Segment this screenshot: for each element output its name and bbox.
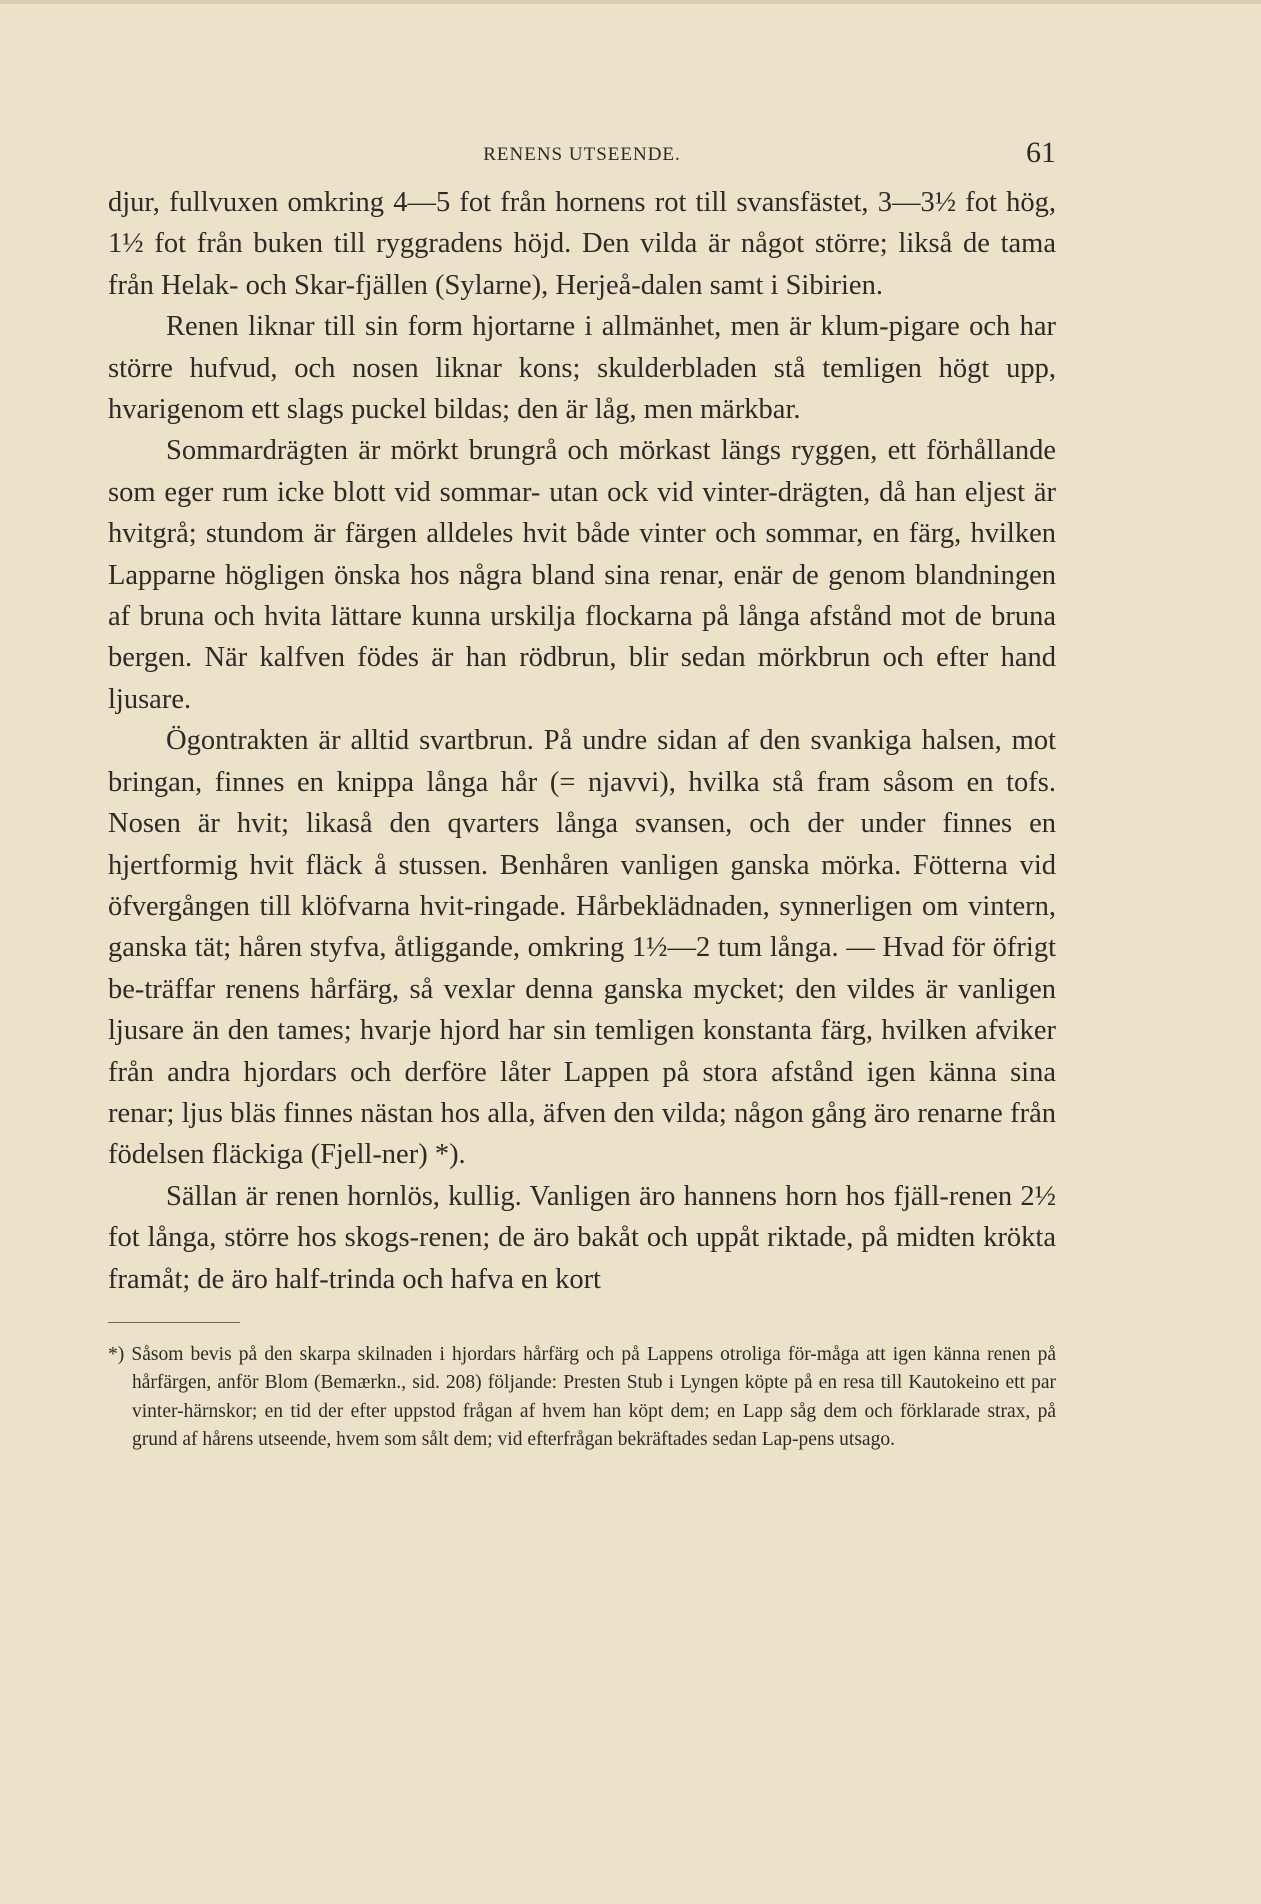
paragraph-2: Renen liknar till sin form hjortarne i allmänhet, men är klum-pigare och har större hufvud, och nosen liknar kons; skulderbladen stå temligen högt upp, hvarigenom ett slags puckel bildas; den är låg, men märkbar.: [108, 311, 1056, 426]
book-page: [108, 128, 1056, 1455]
running-head: [108, 128, 1056, 168]
running-title: RENENS UTSEENDE.: [483, 144, 681, 165]
paragraph-1: djur, fullvuxen omkring 4—5 fot från hornens rot till svansfästet, 3—3½ fot hög, 1½ fot från buken till ryggradens höjd. Den vilda är något större; likså de tama från Helak- och Skar-fjällen (Sylarne), Herjeå-dalen samt i Sibirien.: [108, 187, 1056, 301]
paragraph-5: Sällan är renen hornlös, kullig. Vanligen äro hannens horn hos fjäll-renen 2½ fot långa, större hos skogs-renen; de äro bakåt och uppåt riktade, på midten krökta framåt; de äro half-trinda och hafva en kort: [108, 1180, 1056, 1295]
page-top-edge: [0, 0, 1261, 4]
paragraph-3: Sommardrägten är mörkt brungrå och mörkast längs ryggen, ett förhållande som eger rum icke blott vid sommar- utan ock vid vinter-drägten, då han eljest är hvitgrå; stundom är färgen alldeles hvit både vinter och sommar, en färg, hvilken Lapparne högligen önska hos några bland sina renar, enär de genom blandningen af bruna och hvita lättare kunna urskilja flockarna på långa afstånd mot de bruna bergen. När kalfven födes är han rödbrun, blir sedan mörkbrun och efter hand ljusare.: [108, 435, 1056, 715]
footnote-divider: [108, 1322, 240, 1323]
paragraph-4: Ögontrakten är alltid svartbrun. På undre sidan af den svankiga halsen, mot bringan, finnes en knippa långa hår (= njavvi), hvilka stå fram såsom en tofs. Nosen är hvit; likaså den qvarters långa svansen, och der under finnes en hjertformig hvit fläck å stussen. Benhåren vanligen ganska mörka. Fötterna vid öfvergången till klöfvarna hvit-ringade. Hårbeklädnaden, synnerligen om vintern, ganska tät; håren styfva, åtliggande, omkring 1½—2 tum långa. — Hvad för öfrigt be-träffar renens hårfärg, så vexlar denna ganska mycket; den vildes är vanligen ljusare än den tames; hvarje hjord har sin temligen konstanta färg, hvilken afviker från andra hjordars och derföre låter Lappen på stora afstånd igen känna sina renar; ljus bläs finnes nästan hos alla, äfven den vilda; någon gång äro renarne från födelsen fläckiga (Fjell-ner) *).: [108, 725, 1056, 1171]
page-number: 61: [1026, 136, 1056, 169]
footnote: *) Såsom bevis på den skarpa skilnaden i hjordars hårfärg och på Lappens otroliga för-måga att igen känna renen på hårfärgen, anför Blom (Bemærkn., sid. 208) följande: Presten Stub i Lyngen köpte på en resa till Kautokeino ett par vinter-härnskor; en tid der efter uppstod frågan af hvem han köpt dem; en Lapp såg dem och förklarade strax, på grund af hårens utseende, hvem som sålt dem; vid efterfrågan bekräftades sedan Lap-pens utsago.: [108, 1343, 1056, 1451]
body-text: [108, 182, 1056, 1300]
